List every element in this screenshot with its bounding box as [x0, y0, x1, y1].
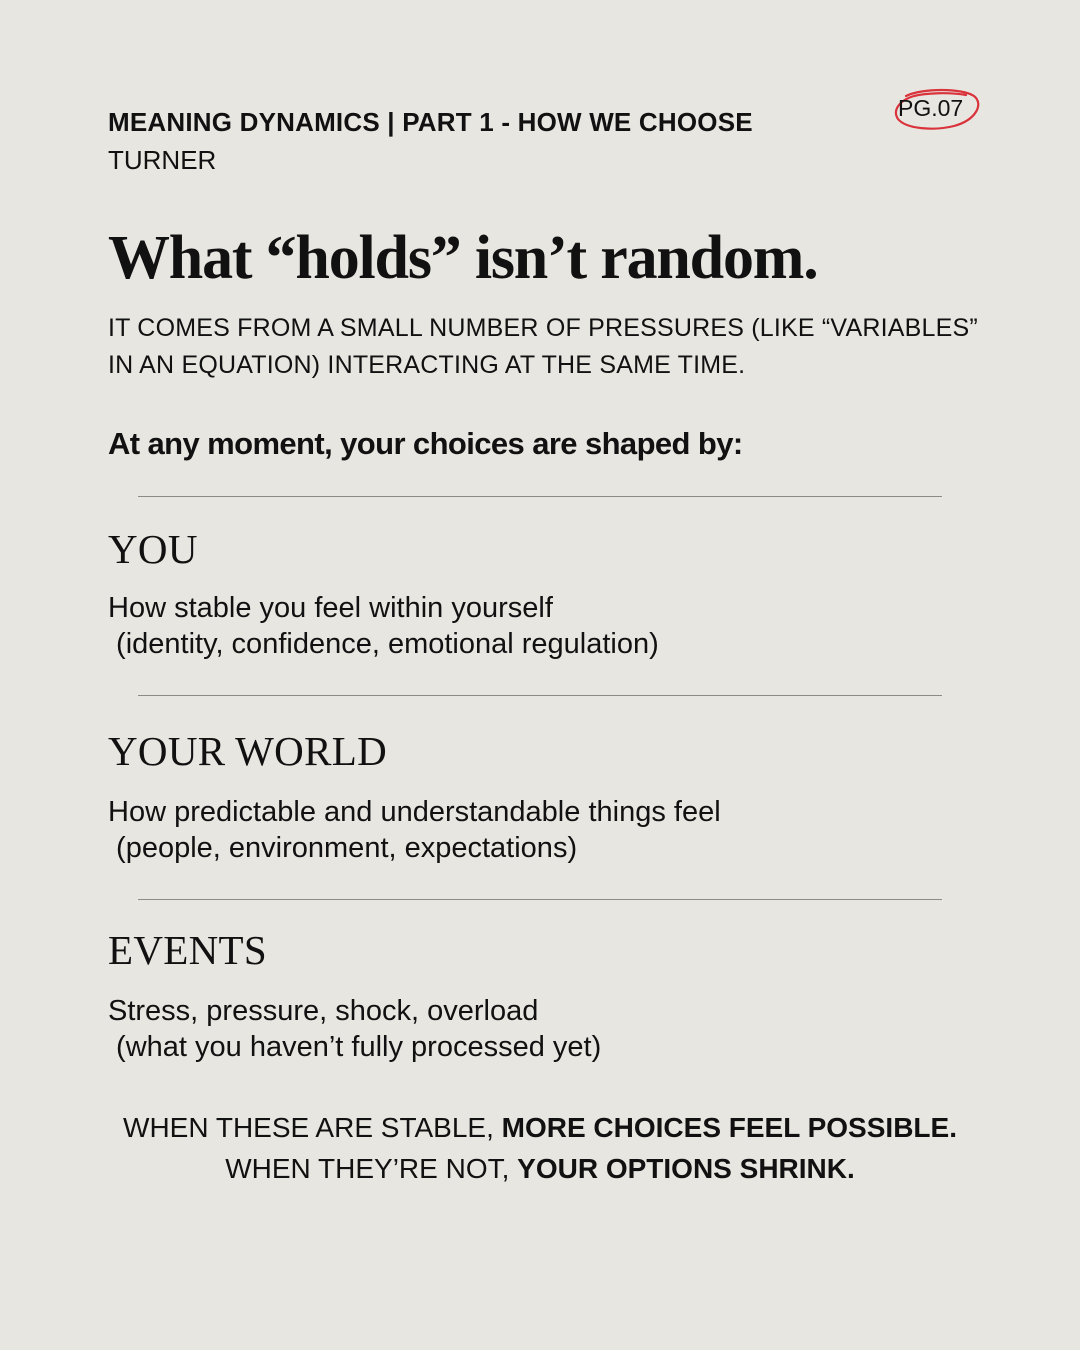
- section-body-line: (identity, confidence, emotional regulation): [108, 628, 659, 660]
- section-body-events: [108, 993, 1008, 1065]
- series-title: MEANING DYNAMICS | PART 1 - HOW WE CHOOSE: [108, 107, 753, 137]
- section-body-line: How predictable and understandable things feel: [108, 796, 721, 828]
- closing-text: WHEN THEY’RE NOT,: [225, 1153, 518, 1184]
- headline: What “holds” isn’t random.: [108, 224, 818, 292]
- section-body-line: (what you haven’t fully processed yet): [108, 1031, 602, 1063]
- author-name: TURNER: [108, 145, 217, 175]
- closing-line-1: [0, 1107, 1080, 1148]
- section-title-events: EVENTS: [108, 927, 267, 973]
- divider: [138, 496, 942, 497]
- divider: [138, 899, 942, 900]
- page-number-text: PG.07: [898, 95, 964, 121]
- closing-emphasis: MORE CHOICES FEEL POSSIBLE.: [501, 1112, 957, 1143]
- section-title-your-world: YOUR WORLD: [108, 728, 387, 774]
- section-body-your-world: [108, 794, 1008, 866]
- section-body-line: How stable you feel within yourself: [108, 592, 553, 624]
- section-body-you: [108, 590, 1008, 662]
- divider: [138, 695, 942, 696]
- page-number-marker: [896, 90, 982, 130]
- lead-text: At any moment, your choices are shaped by:: [108, 426, 743, 461]
- section-body-line: (people, environment, expectations): [108, 832, 578, 864]
- closing-line-2: [0, 1148, 1080, 1189]
- section-body-line: Stress, pressure, shock, overload: [108, 995, 539, 1027]
- subtitle: IT COMES FROM A SMALL NUMBER OF PRESSURES (LIKE “VARIABLES” IN AN EQUATION) INTERACTING AT THE SAME TIME.: [108, 314, 978, 379]
- closing-emphasis: YOUR OPTIONS SHRINK.: [517, 1153, 855, 1184]
- section-title-you: YOU: [108, 526, 198, 572]
- closing-text: WHEN THESE ARE STABLE,: [123, 1112, 502, 1143]
